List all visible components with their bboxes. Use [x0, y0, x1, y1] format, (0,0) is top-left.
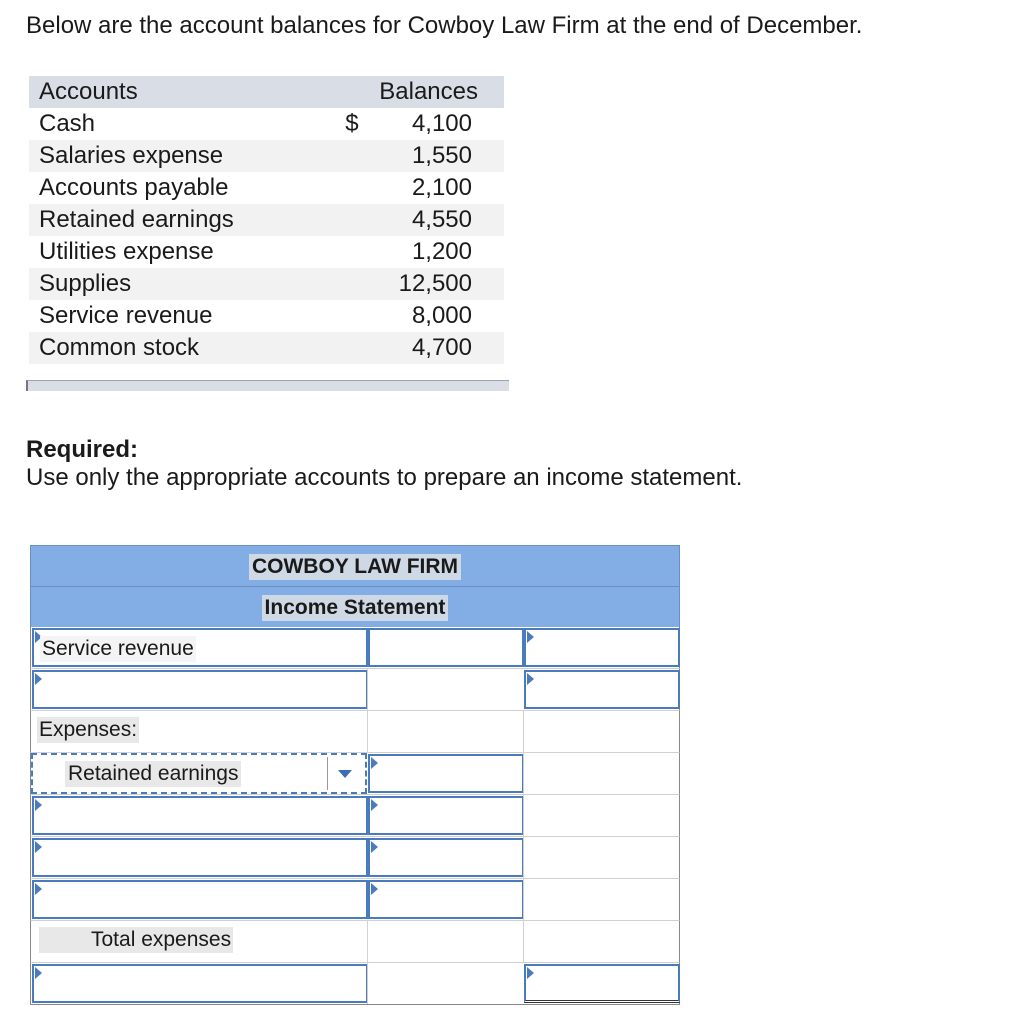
- account-balance: 8,000: [313, 300, 504, 332]
- input-marker-icon: [371, 841, 378, 853]
- account-name: Cash: [29, 108, 313, 140]
- table-row: [29, 140, 504, 172]
- form-row: [30, 627, 680, 669]
- required-section: [26, 436, 742, 492]
- form-row: [30, 879, 680, 921]
- input-marker-icon: [527, 967, 534, 979]
- intro-text: Below are the account balances for Cowboy Law Firm at the end of December.: [26, 12, 863, 39]
- row-label: Total expenses: [39, 927, 233, 953]
- dropdown-selected-value: Retained earnings: [65, 761, 241, 787]
- income-statement-form: [30, 545, 680, 1005]
- account-balance: 2,100: [313, 172, 504, 204]
- account-balance: 4,700: [313, 332, 504, 364]
- account-balance: 12,500: [313, 268, 504, 300]
- expenses-label-cell: [31, 711, 367, 752]
- account-input[interactable]: [32, 964, 368, 1003]
- table-scrollbar[interactable]: [26, 380, 509, 391]
- input-marker-icon: [35, 883, 42, 895]
- account-name: Retained earnings: [29, 204, 313, 236]
- total-cell: [523, 711, 679, 752]
- form-row: [30, 669, 680, 711]
- table-row: [29, 300, 504, 332]
- input-marker-icon: [371, 799, 378, 811]
- account-name: Utilities expense: [29, 236, 313, 268]
- total-input[interactable]: [524, 628, 680, 667]
- table-row: [29, 108, 504, 140]
- amount-input[interactable]: [368, 796, 524, 835]
- total-input[interactable]: [524, 670, 680, 709]
- form-row: [30, 711, 680, 753]
- total-cell: [523, 879, 679, 920]
- row-label: Service revenue: [42, 637, 194, 660]
- form-row: [30, 795, 680, 837]
- expense-account-dropdown[interactable]: [31, 753, 367, 794]
- amount-cell: [367, 711, 523, 752]
- total-cell: [523, 795, 679, 836]
- table-row: [29, 172, 504, 204]
- account-name: Accounts payable: [29, 172, 313, 204]
- account-balance: 1,550: [313, 140, 504, 172]
- account-balance: 4,550: [313, 204, 504, 236]
- total-cell: [523, 753, 679, 794]
- table-row: [29, 236, 504, 268]
- account-input[interactable]: [32, 670, 368, 709]
- amount-input[interactable]: [368, 754, 524, 793]
- form-row: [30, 921, 680, 963]
- form-row: [30, 753, 680, 795]
- account-balance: $ 4,100: [313, 108, 504, 140]
- amount-cell: [367, 963, 523, 1004]
- account-balance: 1,200: [313, 236, 504, 268]
- account-name: Service revenue: [29, 300, 313, 332]
- total-expenses-label-cell: [31, 921, 367, 962]
- statement-title: Income Statement: [262, 595, 449, 621]
- amount-cell: [367, 669, 523, 710]
- net-income-input[interactable]: [524, 964, 680, 1003]
- account-balances-table: [29, 76, 504, 364]
- company-header: [30, 545, 680, 586]
- statement-header: [30, 586, 680, 627]
- table-row: [29, 332, 504, 364]
- accounts-header: Accounts: [29, 76, 313, 108]
- input-marker-icon: [371, 883, 378, 895]
- amount-input[interactable]: [368, 880, 524, 919]
- balances-header: Balances: [313, 76, 504, 108]
- input-marker-icon: [35, 967, 42, 979]
- total-cell: [523, 837, 679, 878]
- input-marker-icon: [35, 799, 42, 811]
- input-marker-icon: [527, 673, 534, 685]
- account-input[interactable]: [32, 796, 368, 835]
- account-input[interactable]: [32, 880, 368, 919]
- chevron-down-icon[interactable]: [327, 757, 361, 790]
- input-marker-icon: [35, 841, 42, 853]
- amount-input[interactable]: [368, 628, 524, 667]
- input-marker-icon: [371, 757, 378, 769]
- dollar-sign: $: [345, 110, 359, 137]
- table-row: [29, 204, 504, 236]
- account-input[interactable]: [32, 628, 368, 667]
- required-heading: Required:: [26, 436, 139, 463]
- table-row: [29, 268, 504, 300]
- amount-cell: [367, 921, 523, 962]
- input-marker-icon: [527, 631, 534, 643]
- row-label: Expenses:: [39, 718, 138, 741]
- form-row: [30, 837, 680, 879]
- total-cell: [523, 921, 679, 962]
- account-name: Common stock: [29, 332, 313, 364]
- form-row: [30, 963, 680, 1005]
- account-name: Salaries expense: [29, 140, 313, 172]
- account-input[interactable]: [32, 838, 368, 877]
- input-marker-icon: [35, 673, 42, 685]
- account-name: Supplies: [29, 268, 313, 300]
- company-name: COWBOY LAW FIRM: [249, 554, 461, 580]
- required-text: Use only the appropriate accounts to prepare an income statement.: [26, 464, 743, 491]
- amount-input[interactable]: [368, 838, 524, 877]
